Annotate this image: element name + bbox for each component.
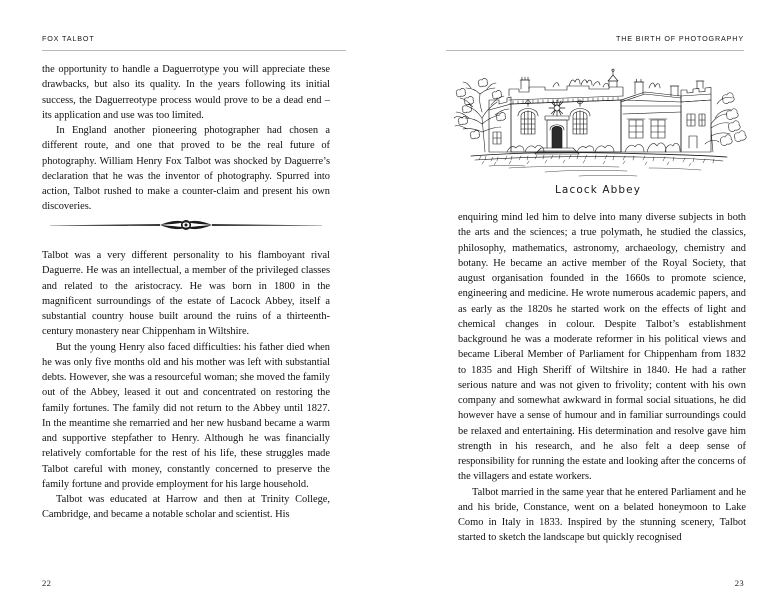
- right-column-text: [458, 210, 746, 546]
- running-head-left: FOX TALBOT: [42, 34, 95, 43]
- section-ornament: [42, 212, 330, 238]
- paragraph: the opportunity to handle a Daguerrotype you will appreciate these drawbacks, but also its quality. In the years following its initial success, the Daguerreotype process would prove to be a dead end – its application and use was too limited.: [42, 64, 330, 121]
- paragraph: enquiring mind led him to delve into many diverse subjects in both the arts and the sciences; a true polymath, he studied the classics, philosophy, mathematics, astronomy, archaeology, chemistry and botany. He became an active member of the Royal Society, that august organisation founded in the 1660s to promote science, engineering and medicine. He wrote numerous academic papers, and as early as the 1820s he started work on the effects of light and chemical changes in colour. Despite Talbot’s establishment background he was a moderate reformer in his political views and became Liberal Member of Parliament for Chippenham from 1832 to 1835 and High Sheriff of Wiltshire in 1840. He had a rather serious nature and was not given to frivolity; content with his own company and somewhat awkward in formal social situations, he did however have a sense of humour and in familiar surroundings could be relaxed and entertaining. His determination and resolve gave him strength in his research, and he also felt a deep sense of responsibility for running the estate and looking after the concerns of the villagers and estate workers.: [458, 212, 746, 483]
- paragraph: Talbot married in the same year that he entered Parliament and he and his bride, Constance, went on a belated honeymoon to Lake Como in Italy in 1833. Inspired by the stunning scenery, Talbot started to sketch the landscape but quickly recognised: [458, 486, 746, 544]
- left-column-bottom-text: [42, 248, 330, 523]
- paragraph: But the young Henry also faced difficulties: his father died when he was only five months old and his mother was left with substantial debts. However, she was a resourceful woman; she moved the family out of the Abbey, leased it out and concentrated on restoring the family fortunes. The family did not return to the Abbey until 1827. In the meantime she remarried and her new husband became a warm and supportive stepfather to Henry. Although he was financially relatively comfortable for the rest of his life, these struggles made Talbot careful with money, constantly concerned to preserve the family fortune and provide employment for his large household.: [42, 341, 330, 490]
- running-head-right: THE BIRTH OF PHOTOGRAPHY: [616, 34, 744, 43]
- paragraph: Talbot was a very different personality to his flamboyant rival Daguerre. He was an intellectual, a member of the privileged classes and related to the aristocracy. He was born in 1800 in the magnificent surroundings of the estate of Lacock Abbey, itself a substantial country house built around the ruins of a thirteenth-century monastery near Chippenham in Wiltshire.: [42, 250, 330, 338]
- header-rule-left: [42, 50, 346, 51]
- paragraph: In England another pioneering photographer had chosen a different route, and one that proved to be the real future of photography. William Henry Fox Talbot was shocked by Daguerre’s declaration that he was the inventor of photography. Spurred into action, Talbot rushed to make a counter-claim and present his own discoveries.: [42, 125, 330, 213]
- page-number-left: 22: [42, 578, 52, 588]
- paragraph: Talbot was educated at Harrow and then at Trinity College, Cambridge, and became a notable scholar and scientist. His: [42, 494, 330, 521]
- right-page: [391, 0, 782, 612]
- header-rule-right: [446, 50, 744, 51]
- left-column-top-text: [42, 62, 330, 215]
- page-number-right: 23: [734, 578, 744, 588]
- illustration-caption: Lacock Abbey: [554, 184, 642, 196]
- lacock-abbey-illustration: [449, 56, 747, 184]
